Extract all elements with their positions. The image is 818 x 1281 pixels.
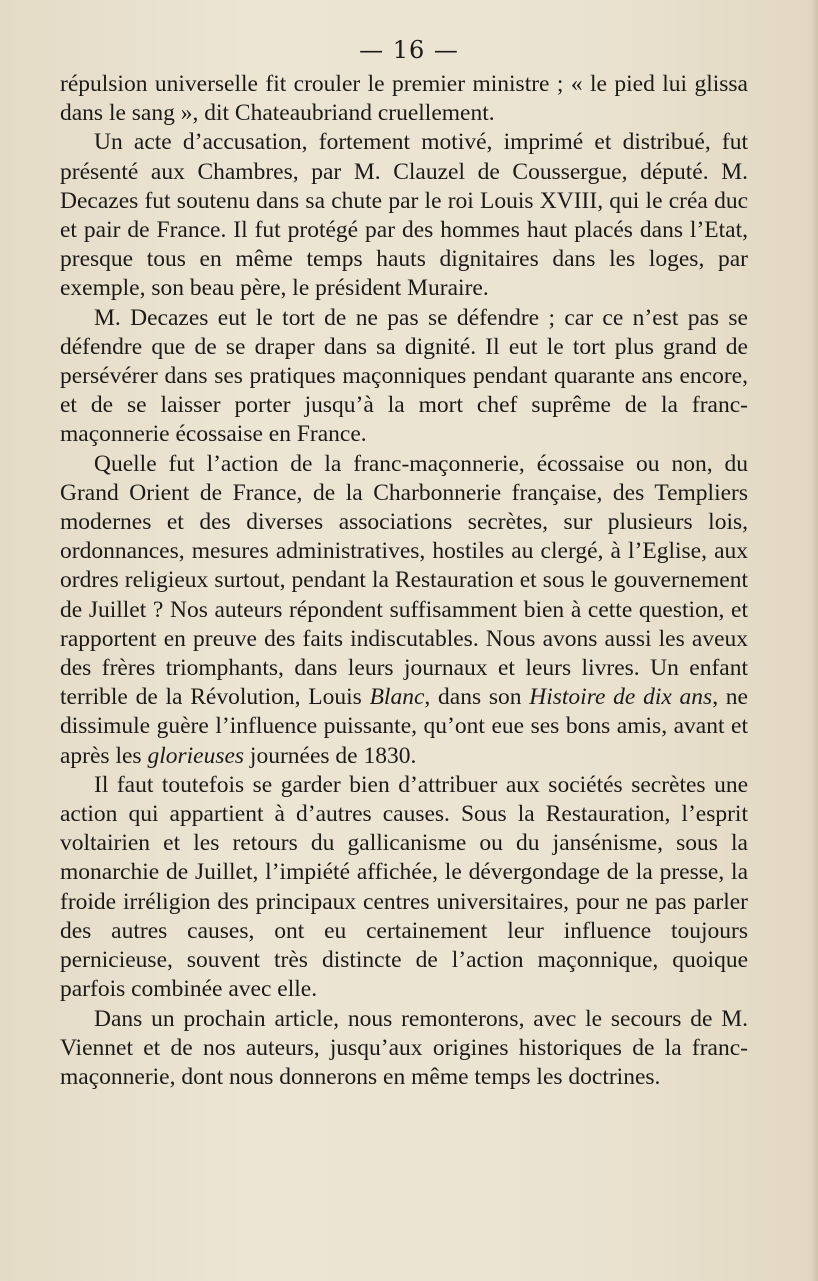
text-segment: Un acte d’accusation, fortement motivé, imprimé et distribué, fut présenté aux Chambres, par M. Clauzel de Coussergue, député. M. Decazes fut soutenu dans sa chute par le roi Louis XVIII, qui le créa duc et pair de France. Il fut protégé par des hommes haut placés dans l’Etat, presque tous en même temps hauts dignitaires dans les loges, par exemple, son beau père, le président Muraire. xyxy=(60,129,748,302)
italic-word: glorieuses xyxy=(147,742,245,769)
text-segment: Il faut toutefois se garder bien d’attribuer aux sociétés secrètes une action qui appartient à d’autres causes. Sous la Restauration, l’esprit voltairien et les retours du gallicanisme ou du jansénisme, sous la monarchie de Juillet, l’impiété affichée, le dévergondage de la presse, la froide irréligion des principaux centres universitaires, pour ne pas parler des autres causes, ont eu certainement leur influence toujours pernicieuse, souvent très distincte de l’action maçonnique, quoique parfois combinée avec elle. xyxy=(60,771,748,1003)
text-segment: Dans un prochain article, nous remonterons, avec le secours de M. Viennet et de nos auteurs, jusqu’aux origines historiques de la franc-maçonnerie, dont nous donnerons en même temps les doctrines. xyxy=(60,1005,748,1090)
body-text xyxy=(60,70,748,1092)
paragraph-4 xyxy=(60,450,748,771)
paragraph-6 xyxy=(60,1005,748,1093)
text-segment: répulsion universelle fit crouler le premier ministre ; « le pied lui glissa dans le sang », dit Chateaubriand cruellement. xyxy=(60,71,748,127)
paragraph-1 xyxy=(60,70,748,128)
paragraph-2 xyxy=(60,128,748,303)
text-segment: , ne dissimule guère l’influence puissante, qu’ont eue ses bons amis, avant et après les xyxy=(60,684,748,769)
italic-book-title: Histoire de dix ans xyxy=(529,684,713,711)
text-segment: Quelle fut l’action de la franc-maçonnerie, écossaise ou non, du Grand Orient de France, de la Charbonnerie française, des Templiers modernes et des diverses associations secrètes, sur plusieurs lois, ordonnances, mesures administratives, hostiles au clergé, à l’Eglise, aux ordres religieux surtout, pendant la Restauration et sous le gouvernement de Juillet ? Nos auteurs répondent suffisamment bien à cette question, et rapportent en preuve des faits indiscutables. Nous avons aussi les aveux des frères triomphants, dans leurs journaux et leurs livres. Un enfant terrible de la Révolution, Louis xyxy=(60,450,748,711)
paragraph-5 xyxy=(60,771,748,1005)
paragraph-3 xyxy=(60,304,748,450)
page-number: — 16 — xyxy=(359,36,459,64)
text-segment: M. Decazes eut le tort de ne pas se défendre ; car ce n’est pas se défendre que de se draper dans sa dignité. Il eut le tort plus grand de persévérer dans ses pratiques maçonniques pendant quarante ans encore, et de se laisser porter jusqu’à la mort chef suprême de la franc-maçonnerie écossaise en France. xyxy=(60,304,748,448)
text-segment: journées de 1830. xyxy=(244,742,417,769)
italic-name: Blanc xyxy=(369,684,425,711)
page-edge-shadow xyxy=(810,0,818,1281)
text-segment: , dans son xyxy=(424,684,530,711)
